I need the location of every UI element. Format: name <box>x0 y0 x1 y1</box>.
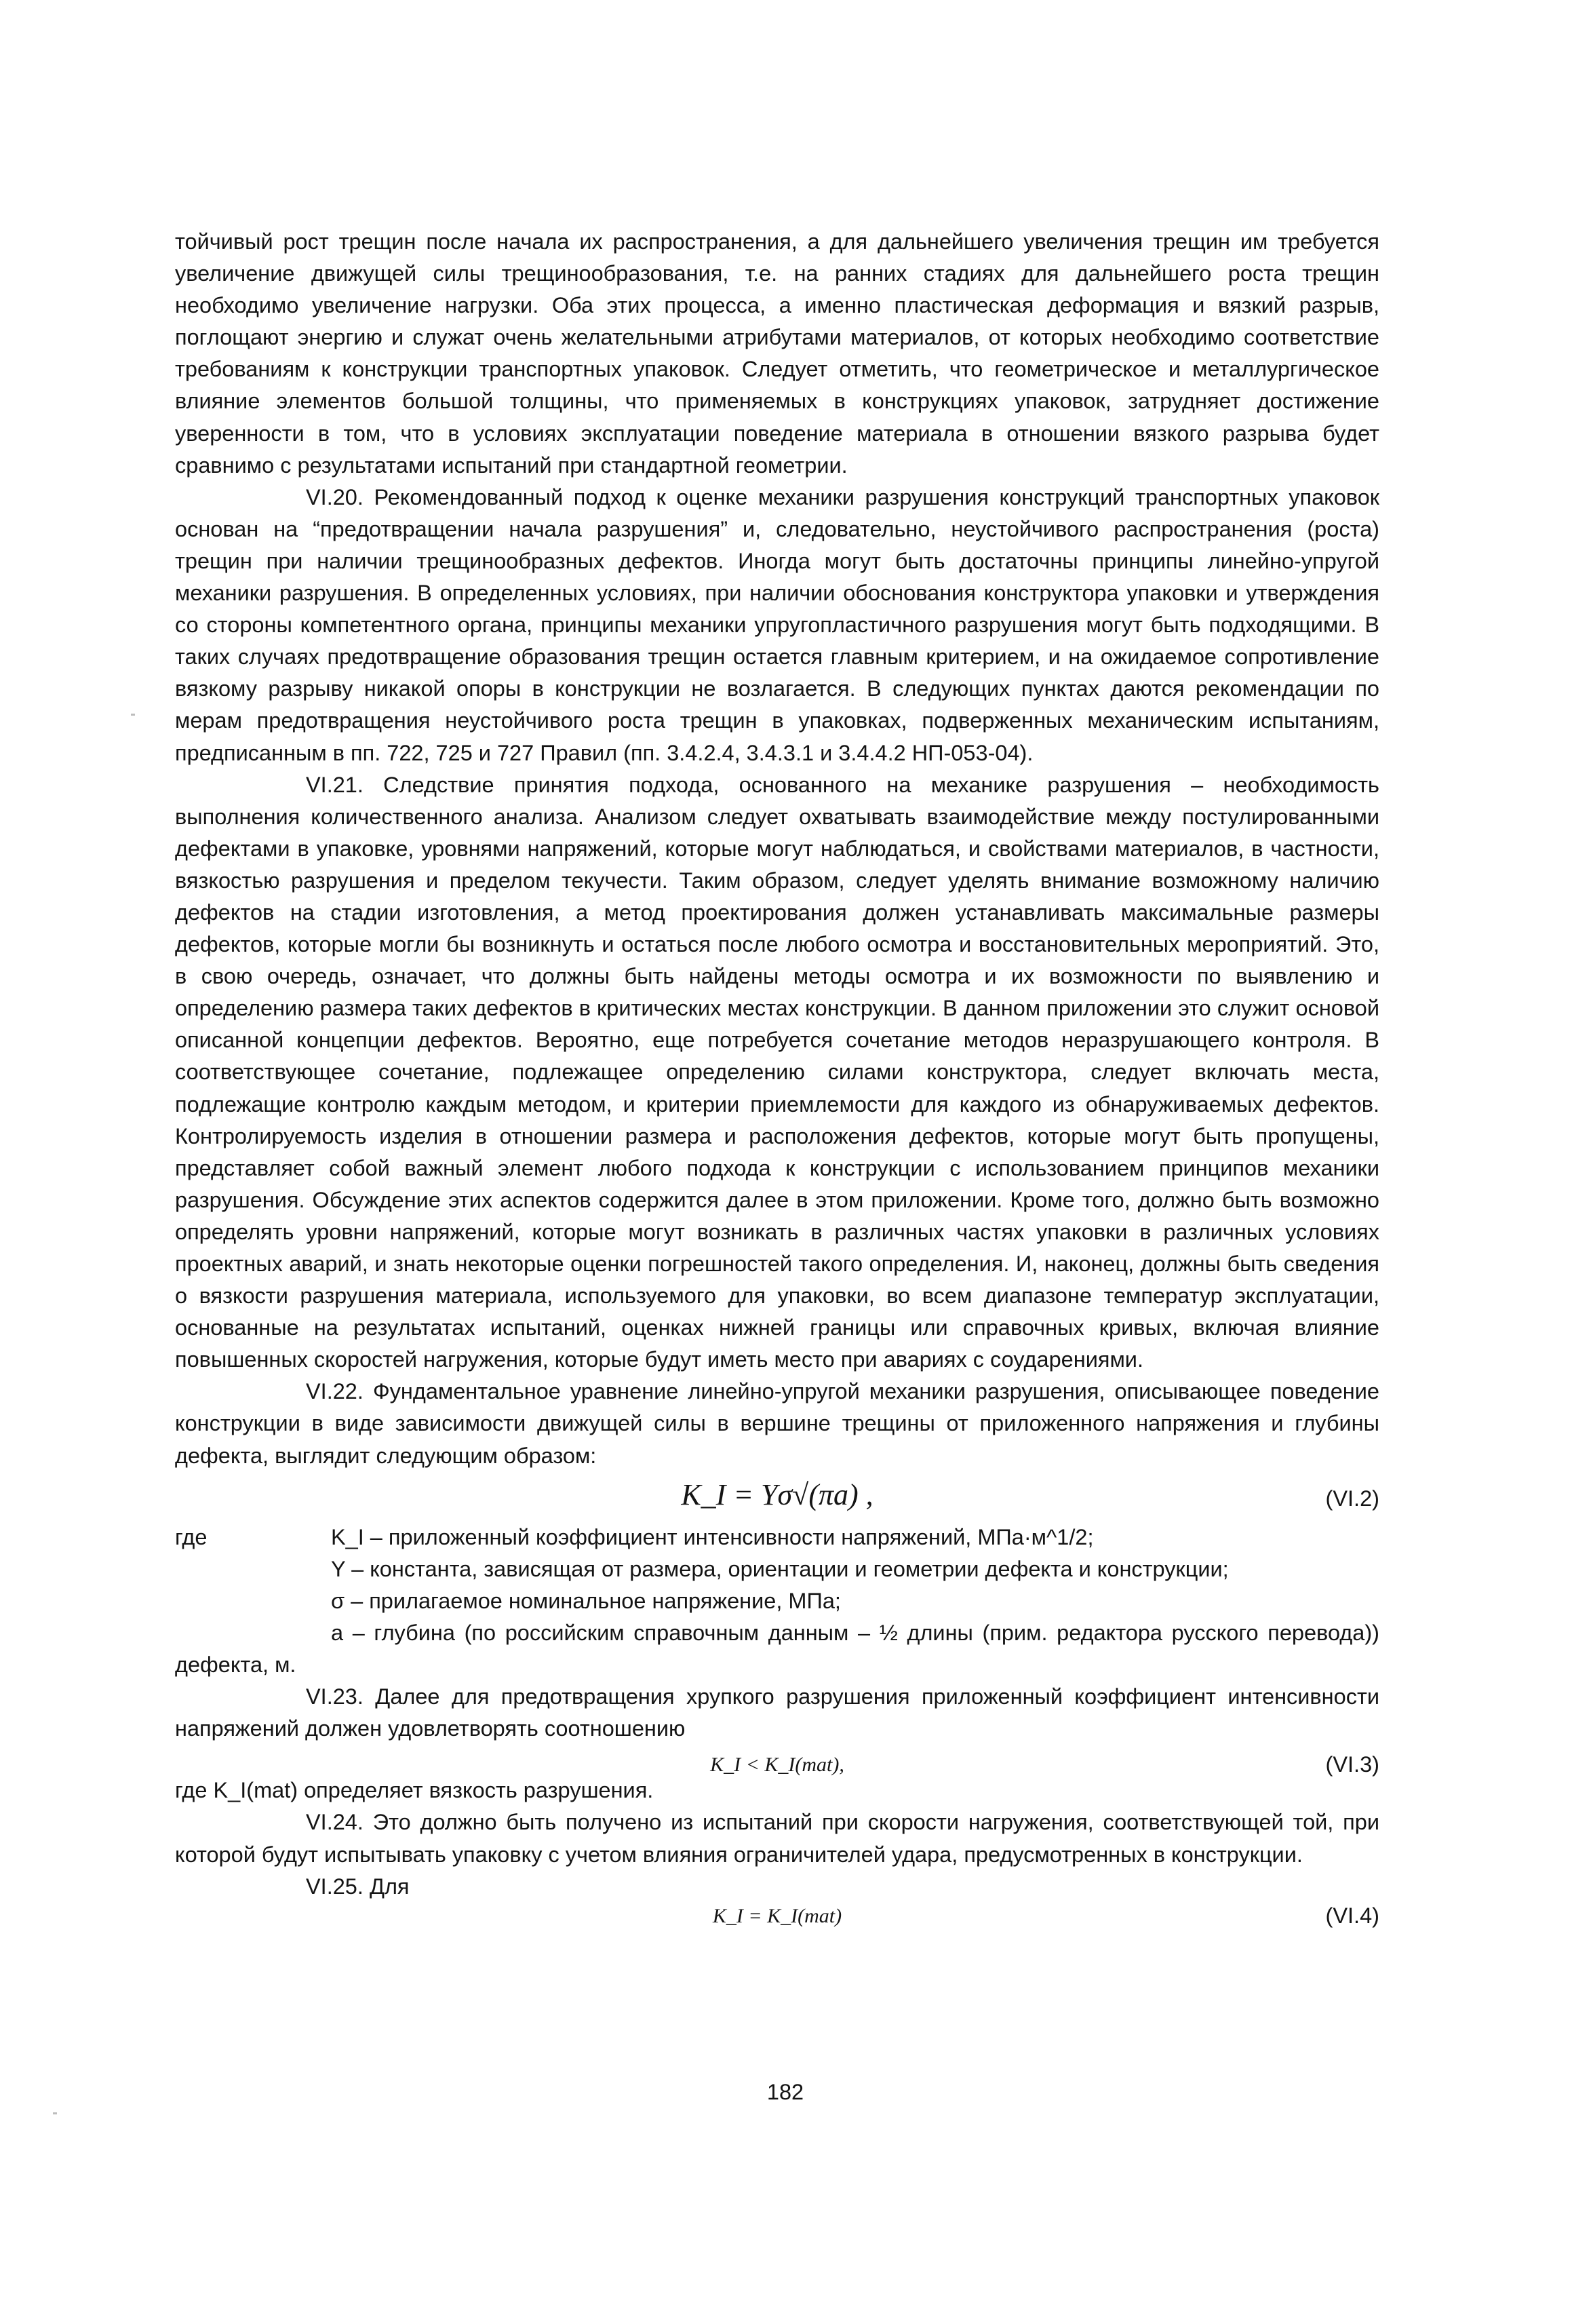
where-label: где <box>175 1524 208 1549</box>
paragraph-vi24: VI.24. Это должно быть получено из испытаний при скорости нагружения, соответствующей той, при которой будут испытывать упаковку с учетом влияния ограничителей удара, предусмотренных в конструкции. <box>175 1810 1379 1867</box>
definition-y: Y – константа, зависящая от размера, ориентации и геометрии дефекта и конструкции; <box>331 1556 1229 1581</box>
paragraph-vi21: VI.21. Следствие принятия подхода, основанного на механике разрушения – необходимость выполнения количественного анализа. Анализом следует охватывать взаимодействие между постулированными дефектами в упаковке, уровнями напряжений, которые могут наблюдаться, и свойствами материалов, в частности, вязкостью разрушения и пределом текучести. Таким образом, следует уделять внимание возможному наличию дефектов на стадии изготовления, а метод проектирования должен устанавливать максимальные размеры дефектов, которые могли бы возникнуть и остаться после любого осмотра и восстановительных мероприятий. Это, в свою очередь, означает, что должны быть найдены методы осмотра и их возможности по выявлению и определению размера таких дефектов в критических местах конструкции. В данном приложении это служит основой описанной концепции дефектов. Вероятно, еще потребуется сочетание методов неразрушающего контроля. В соответствующее сочетание, подлежащее определению силами конструктора, следует включать места, подлежащие контролю каждым методом, и критерии приемлемости для каждого из обнаруживаемых дефектов. Контролируемость изделия в отношении размера и расположения дефектов, которые могут быть пропущены, представляет собой важный элемент любого подхода к конструкции с использованием принципов механики разрушения. Обсуждение этих аспектов содержится далее в этом приложении. Кроме того, должно быть возможно определять уровни напряжений, которые могут возникать в различных частях упаковки в различных условиях проектных аварий, и знать некоторые оценки погрешностей такого определения. И, наконец, должны быть сведения о вязкости разрушения материала, используемого для упаковки, во всем диапазоне температур эксплуатации, основанные на результатах испытаний, оценках нижней границы или справочных кривых, включая влияние повышенных скоростей нагружения, которые будут иметь место при авариях с соударениями. <box>175 772 1379 1372</box>
equation-vi2: K_I = Yσ√(πa) , <box>681 1477 873 1511</box>
equation-vi2-number: (VI.2) <box>1325 1486 1379 1511</box>
definition-ki: K_I – приложенный коэффициент интенсивности напряжений, МПа·м^1/2; <box>331 1524 1094 1549</box>
equation-vi2-row <box>175 1479 1379 1517</box>
scan-speck <box>131 714 135 716</box>
page-number: 182 <box>766 2080 804 2104</box>
paragraph-vi25: VI.25. Для <box>306 1874 410 1899</box>
body-text <box>175 226 1379 1926</box>
where-kmat-line: где K_I(mat) определяет вязкость разрушения. <box>175 1778 654 1803</box>
paragraph-vi22: VI.22. Фундаментальное уравнение линейно-упругой механики разрушения, описывающее поведение конструкции в виде зависимости движущей силы в вершине трещины от приложенного напряжения и глубины дефекта, выглядит следующим образом: <box>175 1379 1379 1468</box>
equation-vi4-row <box>175 1896 1379 1926</box>
equation-vi3-number: (VI.3) <box>1325 1752 1379 1777</box>
equation-vi3: K_I < K_I(mat), <box>710 1754 844 1777</box>
paragraph-continuation: тойчивый рост трещин после начала их распространения, а для дальнейшего увеличения трещин им требуется увеличение движущей силы трещинообразования, т.е. на ранних стадиях для дальнейшего роста трещин необходимо увеличение нагрузки. Оба этих процесса, а именно пластическая деформация и вязкий разрыв, поглощают энергию и служат очень желательными атрибутами материалов, от которых необходимо соответствие требованиям к конструкции транспортных упаковок. Следует отметить, что геометрическое и металлургическое влияние элементов большой толщины, что применяемых в конструкциях упаковок, затрудняет достижение уверенности в том, что в условиях эксплуатации поведение материала в отношении вязкого разрыва будет сравнимо с результатами испытаний при стандартной геометрии. <box>175 229 1379 478</box>
equation-vi4: K_I = K_I(mat) <box>712 1904 842 1927</box>
equation-vi3-row <box>175 1745 1379 1775</box>
paragraph-vi23: VI.23. Далее для предотвращения хрупкого разрушения приложенный коэффициент интенсивности напряжений должен удовлетворять соотношению <box>175 1684 1379 1741</box>
equation-vi4-number: (VI.4) <box>1325 1903 1379 1928</box>
definition-sigma: σ – прилагаемое номинальное напряжение, МПа; <box>331 1588 841 1613</box>
scan-speck <box>53 2112 57 2114</box>
paragraph-vi20: VI.20. Рекомендованный подход к оценке механики разрушения конструкций транспортных упаковок основан на “предотвращении начала разрушения” и, следовательно, неустойчивого распространения (роста) трещин при наличии трещинообразных дефектов. Иногда могут быть достаточны принципы линейно-упругой механики разрушения. В определенных условиях, при наличии обоснования конструктора упаковки и утверждения со стороны компетентного органа, принципы механики упругопластичного разрушения могут быть подходящими. В таких случаях предотвращение образования трещин остается главным критерием, и на ожидаемое сопротивление вязкому разрыву никакой опоры в конструкции не возлагается. В следующих пунктах даются рекомендации по мерам предотвращения неустойчивого роста трещин в упаковках, подверженных механическим испытаниям, предписанным в пп. 722, 725 и 727 Правил (пп. 3.4.2.4, 3.4.3.1 и 3.4.4.2 НП-053-04). <box>175 484 1379 765</box>
definition-a: a – глубина (по российским справочным данным – ½ длины (прим. редактора русского перевода)) дефекта, м. <box>175 1620 1379 1678</box>
definitions-block <box>175 1522 1379 1681</box>
